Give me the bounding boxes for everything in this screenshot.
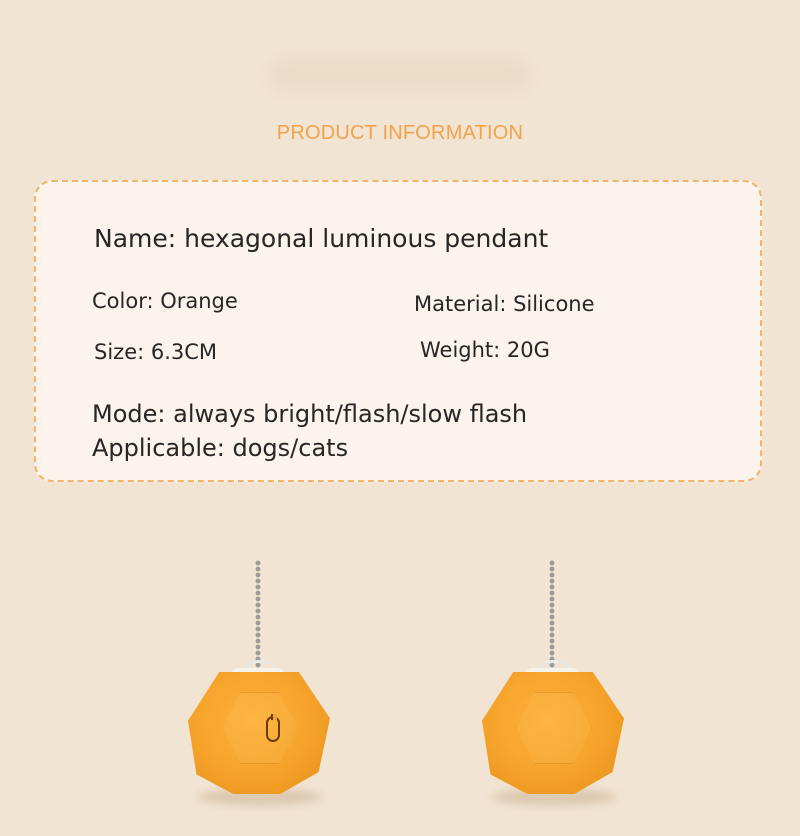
product-info-card	[34, 180, 762, 482]
product-mode: Mode: always bright/flash/slow flash	[92, 400, 528, 428]
section-title: PRODUCT INFORMATION	[276, 122, 524, 144]
product-applicable: Applicable: dogs/cats	[92, 434, 349, 462]
product-weight: Weight: 20G	[420, 338, 550, 362]
blurred-header-band	[270, 58, 530, 92]
pendant-image-back	[482, 560, 632, 810]
product-color: Color: Orange	[92, 289, 238, 313]
product-material: Material: Silicone	[414, 292, 595, 316]
ball-chain	[254, 560, 262, 670]
pendant-image-front	[188, 560, 338, 810]
power-switch-icon	[266, 716, 280, 742]
ball-chain	[548, 560, 556, 670]
product-name: Name: hexagonal luminous pendant	[94, 224, 549, 253]
product-size: Size: 6.3CM	[94, 340, 218, 364]
